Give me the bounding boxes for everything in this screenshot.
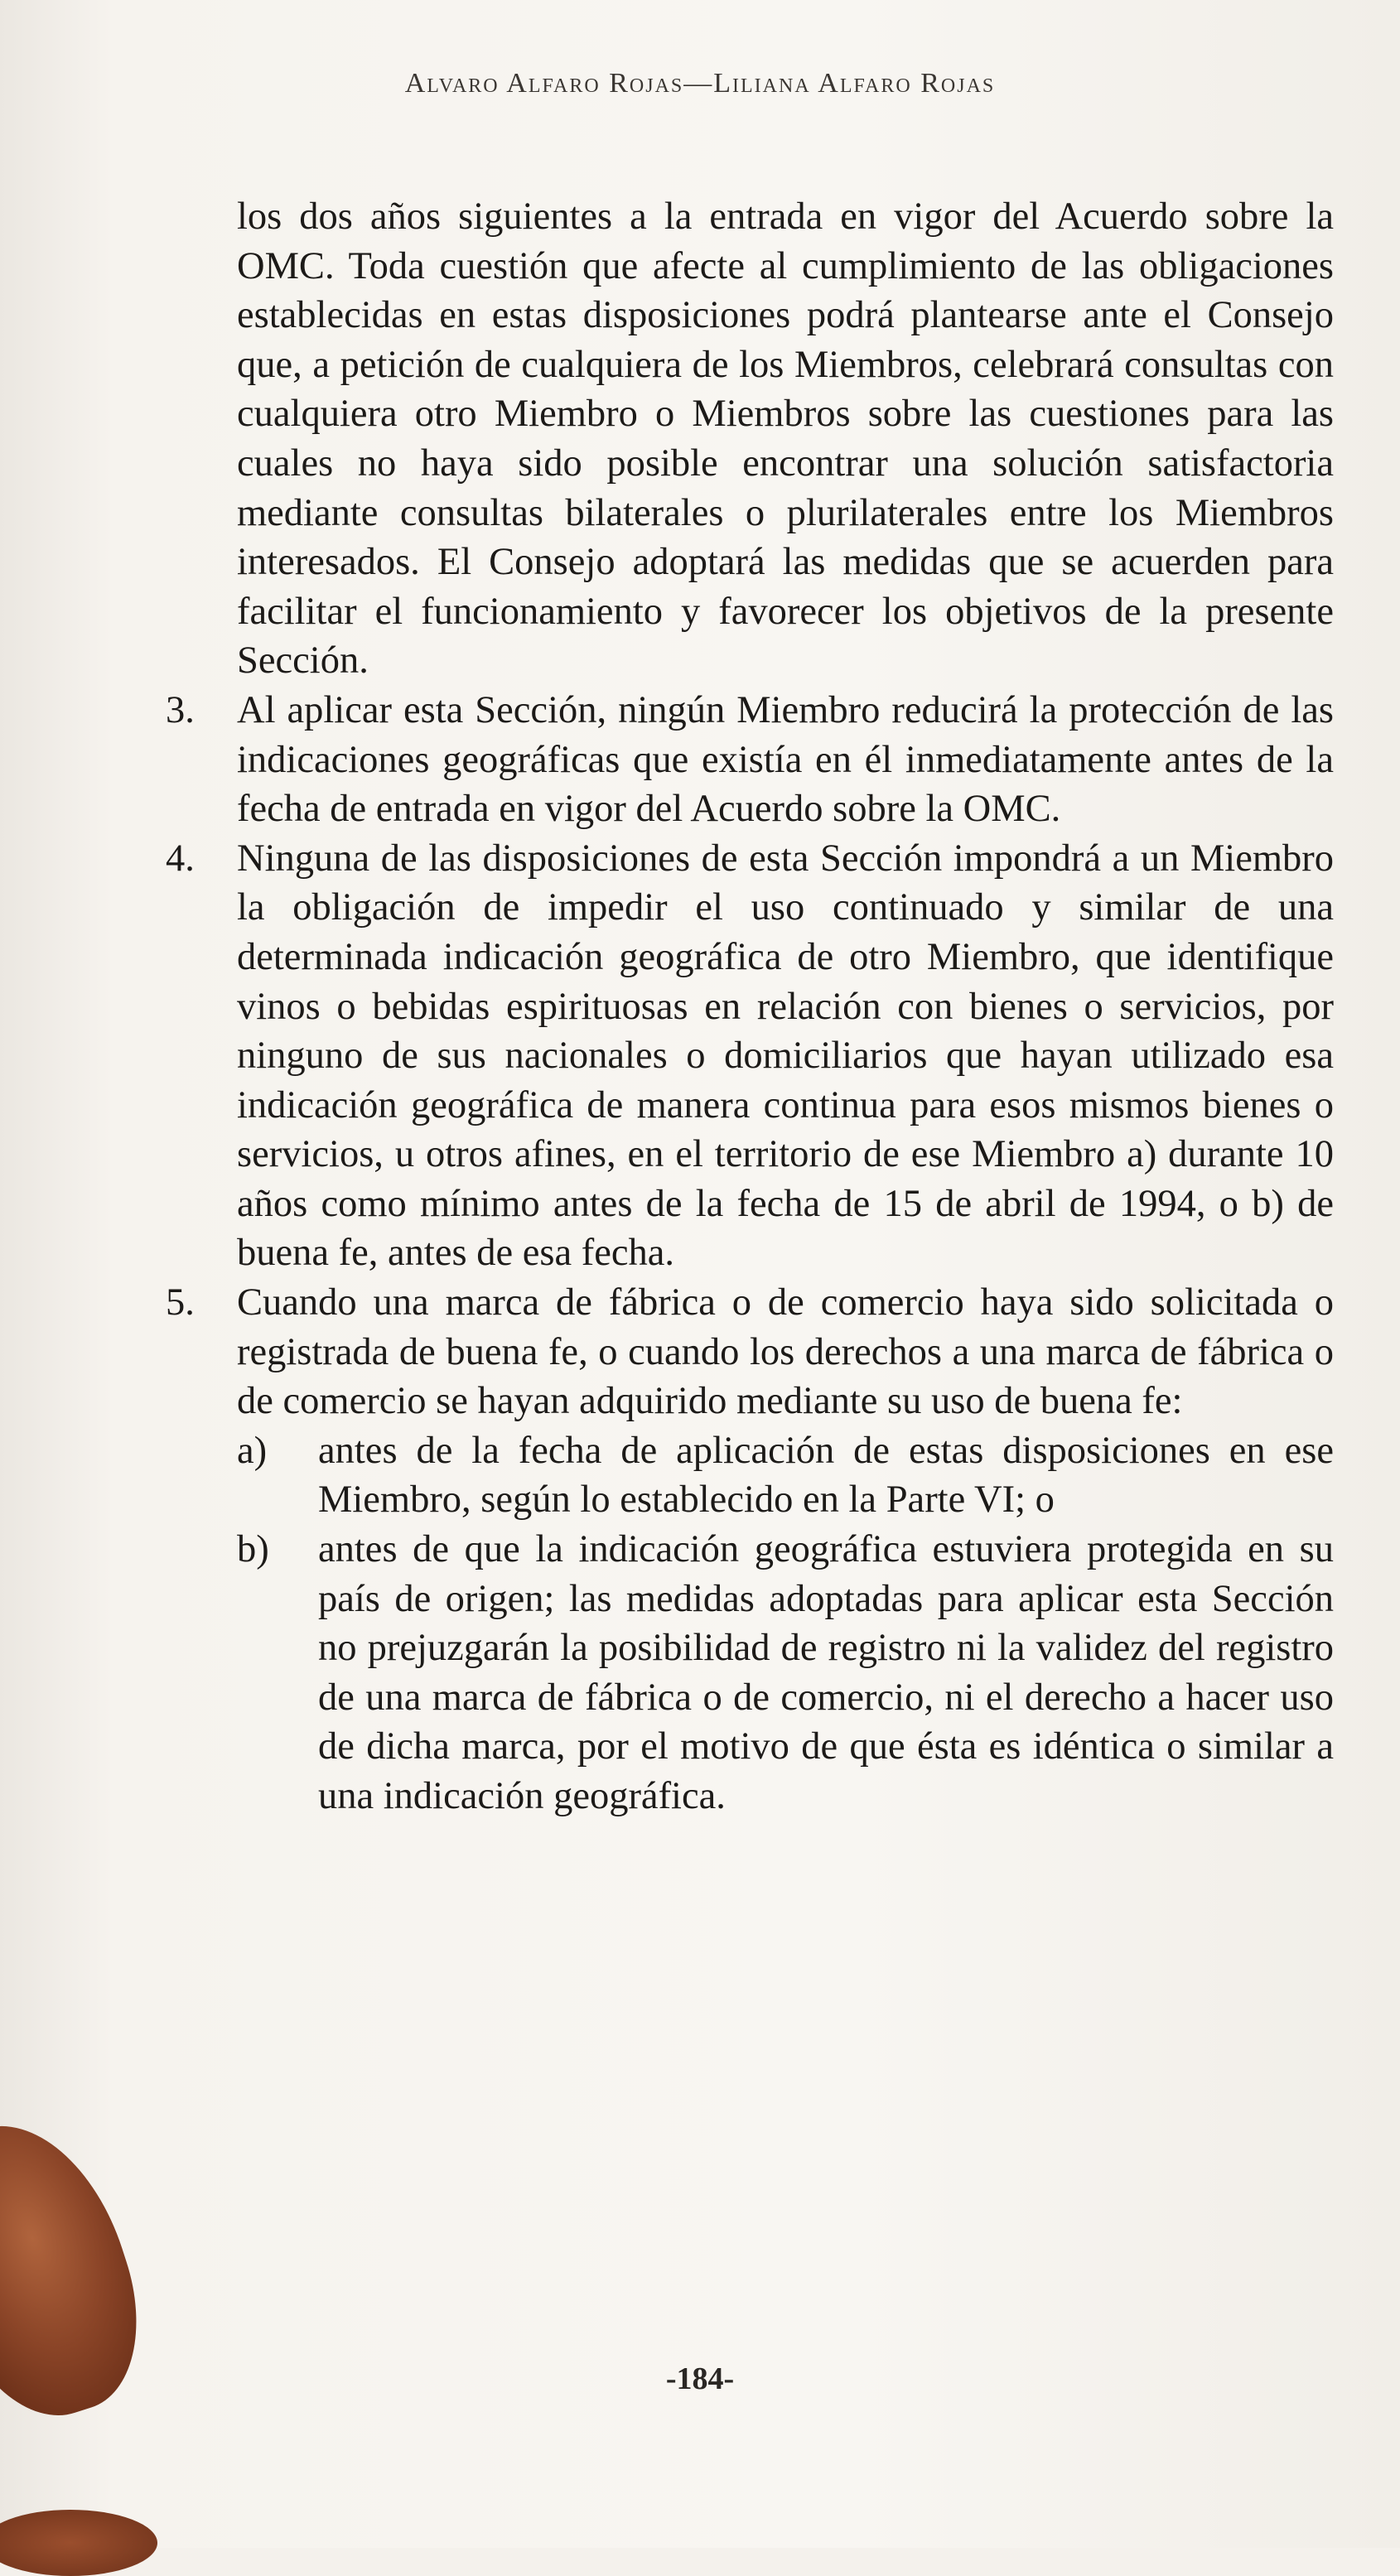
sub-item-text: antes de que la indicación geográfica estuviera protegida en su país de origen; las medidas adoptadas para aplicar esta Sección no prejuzgarán la posibilidad de registro ni la validez del registro de una marca de fábrica o de comercio, ni el derecho a hacer uso de dicha marca, por el motivo de que ésta es idéntica o similar a una indicación geográfica. (318, 1528, 1334, 1817)
running-head: Alvaro Alfaro Rojas—Liliana Alfaro Rojas (404, 68, 996, 99)
item-number: 4. (166, 837, 195, 880)
list-item-4 (166, 834, 1334, 1278)
sub-item-b (166, 1525, 1334, 1821)
item-text: Al aplicar esta Sección, ningún Miembro reducirá la protección de las indicaciones geográficas que existía en él inmediatamente antes de la fecha de entrada en vigor del Acuerdo sobre la OMC. (237, 688, 1334, 831)
page-body (166, 192, 1334, 1821)
sub-item-text: antes de la fecha de aplicación de estas disposiciones en ese Miembro, según lo establecido en la Parte VI; o (318, 1429, 1334, 1522)
page-number: -184- (665, 2361, 735, 2396)
continuation-paragraph: los dos años siguientes a la entrada en vigor del Acuerdo sobre la OMC. Toda cuestión que afecte al cumplimiento de las obligaciones establecidas en estas disposiciones podrá plantearse ante el Consejo que, a petición de cualquiera de los Miembros, celebrará consultas con cualquiera otro Miembro o Miembros sobre las cuestiones para las cuales no haya sido posible encontrar una solución satisfactoria mediante consultas bilaterales o plurilaterales entre los Miembros interesados. El Consejo adoptará las medidas que se acuerden para facilitar el funcionamiento y favorecer los objetivos de la presente Sección. (237, 195, 1334, 683)
sub-item-a (166, 1426, 1334, 1525)
sub-item-letter: b) (237, 1528, 269, 1571)
item-number: 3. (166, 688, 195, 731)
item-text: Ninguna de las disposiciones de esta Sección impondrá a un Miembro la obligación de impedir el uso continuado y similar de una determinada indicación geográfica de otro Miembro, que identifique vinos o bebidas espirituosas en relación con bienes o servicios, por ninguno de sus nacionales o domiciliarios que hayan utilizado esa indicación geográfica de manera continua para esos mismos bienes o servicios, u otros afines, en el territorio de ese Miembro a) durante 10 años como mínimo antes de la fecha de 15 de abril de 1994, o b) de buena fe, antes de esa fecha. (237, 837, 1334, 1275)
sub-item-letter: a) (237, 1429, 268, 1472)
finger-photo-artifact (0, 2510, 157, 2576)
list-item-5 (166, 1278, 1334, 1426)
list-item-3 (166, 686, 1334, 834)
item-number: 5. (166, 1281, 195, 1324)
item-text: Cuando una marca de fábrica o de comercio haya sido solicitada o registrada de buena fe, o cuando los derechos a una marca de fábrica o de comercio se hayan adquirido mediante su uso de buena fe: (237, 1281, 1334, 1423)
